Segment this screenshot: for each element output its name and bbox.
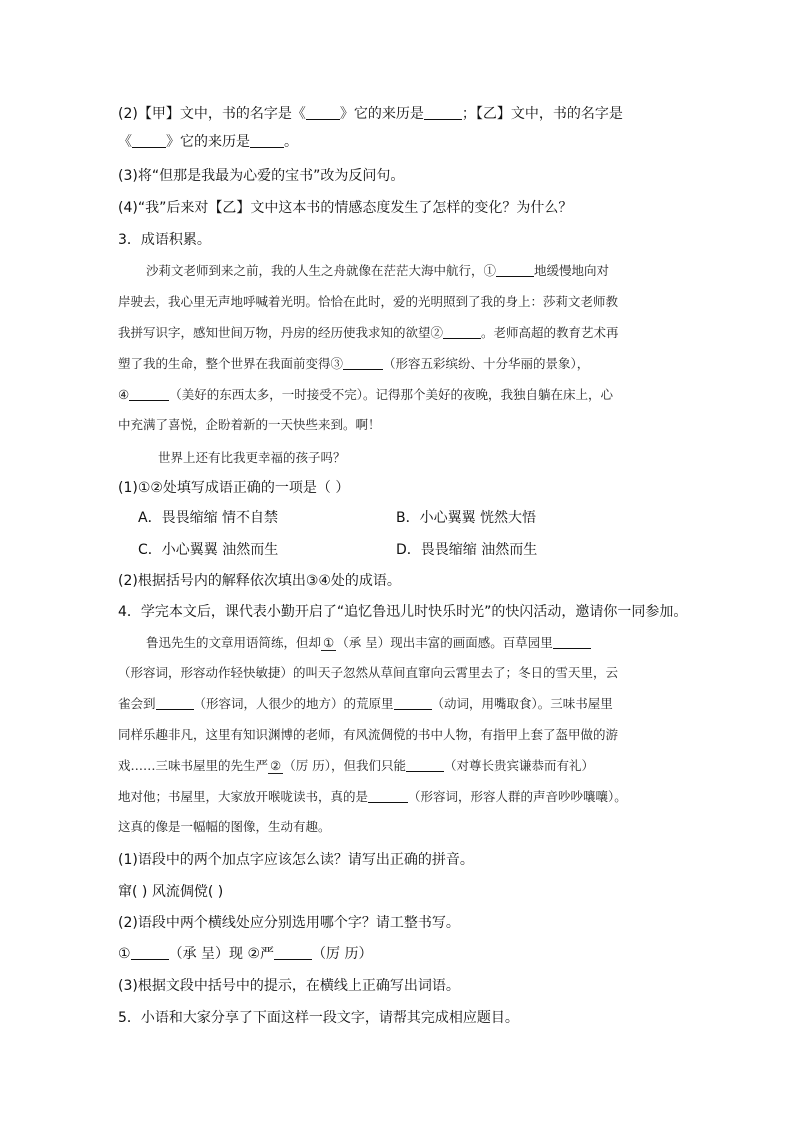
q4-sub1: (1)语段中的两个加点字应该怎么读？请写出正确的拼音。	[118, 852, 474, 868]
answer-blank[interactable]	[129, 386, 169, 401]
answer-blank[interactable]	[406, 757, 444, 772]
q4-pinyin-blanks[interactable]: 窜( ) 风流倜傥( )	[118, 884, 224, 900]
q4-passage-line: 地对他；书屋里，大家放开喉咙读书，真的是 （形容词，形容人群的声音吵吵嚷嚷）。	[118, 789, 627, 804]
q3-passage-line: ④ （美好的东西太多，一时接受不完）。记得那个美好的夜晚，我独自躺在床上，心	[118, 387, 613, 402]
q2-sub2-text-c: ；【乙】文中，书的名字是	[461, 106, 623, 122]
answer-blank[interactable]	[132, 133, 166, 148]
q4-passage-line: 同样乐趣非凡，这里有知识渊博的老师，有风流倜傥的书中人物，有指甲上套了盔甲做的游	[118, 727, 619, 742]
q2-sub2-text-e: 》它的来历是	[166, 134, 250, 150]
q2-sub2-line1	[118, 104, 623, 124]
answer-blank[interactable]	[394, 695, 432, 710]
q4-sub2: (2)语段中两个横线处应分别选用哪个字？请工整书写。	[118, 915, 460, 931]
q4-fill-line: ① （承 呈）现 ②严 （厉 历）	[118, 946, 373, 962]
q4-title: 4．学完本文后，课代表小勤开启了“追忆鲁迅儿时快乐时光”的快闪活动，邀请你一同参加。	[118, 604, 688, 620]
answer-blank[interactable]	[156, 695, 194, 710]
q2-sub2-text-d: 《	[118, 134, 132, 150]
q3-sub2: (2)根据括号内的解释依次填出③④处的成语。	[118, 573, 401, 589]
q3-passage-line: 塑了我的生命，整个世界在我面前变得③ （形容五彩缤纷、十分华丽的景象），	[118, 356, 590, 371]
q2-sub2-text-a: (2)【甲】文中，书的名字是《	[118, 106, 306, 122]
option-b[interactable]: B．小心翼翼 恍然大悟	[396, 510, 537, 526]
q2-sub4: (4)“我”后来对【乙】文中这本书的情感态度发生了怎样的变化？为什么？	[118, 200, 573, 216]
q3-sub1: (1)①②处填写成语正确的一项是（ ）	[118, 480, 350, 496]
answer-blank[interactable]	[274, 945, 312, 960]
q3-title: 3．成语积累。	[118, 232, 211, 248]
answer-blank[interactable]	[131, 945, 169, 960]
answer-blank[interactable]	[368, 788, 408, 803]
q4-passage-line: 戏……三味书屋里的先生严 ② （厉 历），但我们只能 （对尊长贵宾谦恭而有礼）	[118, 758, 594, 773]
answer-blank[interactable]	[306, 105, 340, 120]
option-a[interactable]: A．畏畏缩缩 情不自禁	[138, 510, 279, 526]
q4-sub3: (3)根据文段中括号中的提示，在横线上正确写出词语。	[118, 978, 460, 994]
q4-passage-line: 雀会到 （形容词，人很少的地方）的荒原里 （动词，用嘴取食）。三味书屋里	[118, 696, 613, 711]
q2-sub2-text-f: 。	[284, 134, 298, 150]
q2-sub2-text-b: 》它的来历是	[339, 106, 424, 122]
q3-passage-line: 沙莉文老师到来之前，我的人生之舟就像在茫茫大海中航行，① 地缓慢地向对	[146, 263, 610, 278]
q3-passage-line: 岸驶去，我心里无声地呼喊着光明。恰恰在此时，爱的光明照到了我的身上：莎莉文老师教	[118, 294, 619, 309]
answer-blank[interactable]	[343, 355, 383, 370]
answer-blank[interactable]	[250, 133, 284, 148]
q3-passage-line: 世界上还有比我更幸福的孩子吗？	[158, 450, 346, 465]
q2-sub3: (3)将“但那是我最为心爱的宝书”改为反问句。	[118, 168, 405, 184]
option-d[interactable]: D．畏畏缩缩 油然而生	[396, 542, 538, 558]
q4-passage-line: 这真的像是一幅幅的图像，生动有趣。	[118, 819, 331, 834]
answer-blank[interactable]	[553, 634, 591, 649]
q3-passage-line: 我拼写识字，感知世间万物，丹房的经历使我求知的欲望② 。老师高超的教育艺术再	[118, 325, 619, 340]
q5-title: 5．小语和大家分享了下面这样一段文字，请帮其完成相应题目。	[118, 1010, 519, 1026]
answer-blank[interactable]	[496, 262, 534, 277]
answer-blank[interactable]	[424, 105, 462, 120]
answer-blank[interactable]	[443, 324, 481, 339]
option-c[interactable]: C．小心翼翼 油然而生	[138, 542, 279, 558]
q4-passage-line: 鲁迅先生的文章用语简练，但却 ① （承 呈）现出丰富的画面感。百草园里	[146, 634, 591, 652]
q3-passage-line: 中充满了喜悦，企盼着新的一天快些来到。啊！	[118, 417, 381, 432]
q4-passage-line: （形容词，形容动作轻快敏捷）的叫天子忽然从草间直窜向云霄里去了；冬日的雪天里，云	[118, 665, 619, 680]
q2-sub2-line2	[118, 132, 298, 152]
